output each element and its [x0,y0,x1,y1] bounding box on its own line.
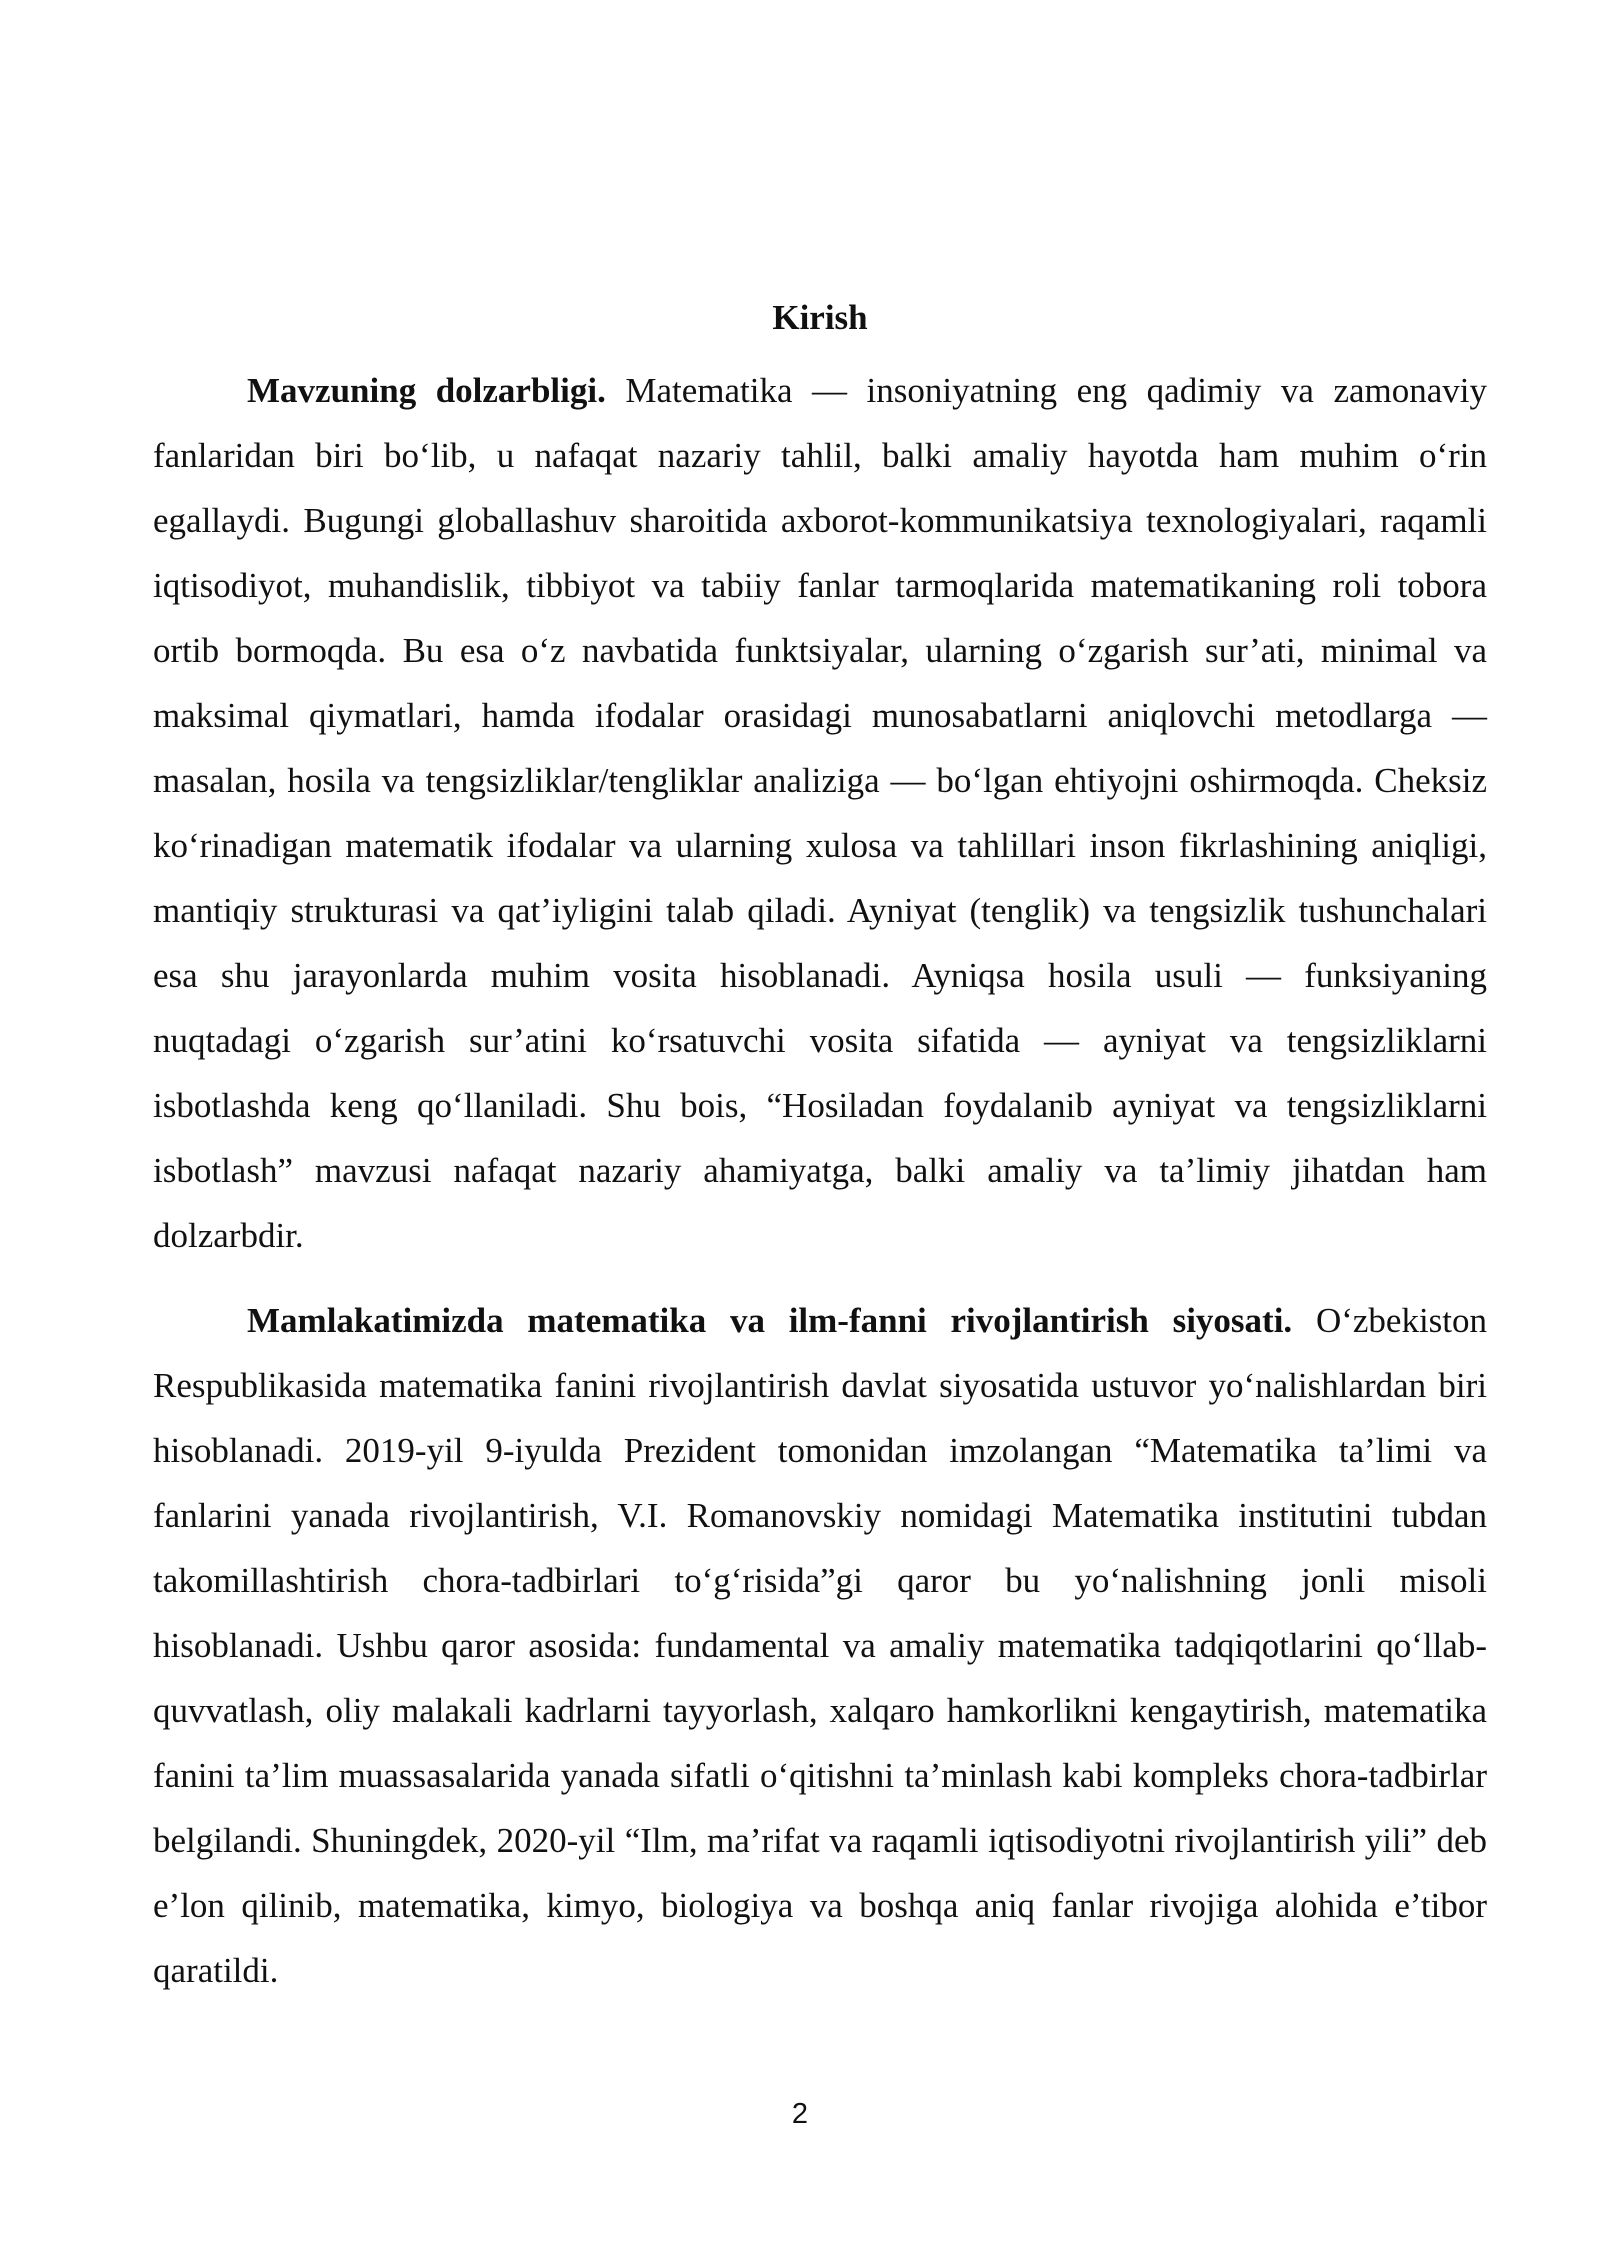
paragraph-lead: Mamlakatimizda matematika va ilm-fanni rivojlantirish siyosati. [247,1301,1293,1340]
paragraph-state-policy [153,1288,1487,2003]
paragraph-lead: Mavzuning dolzarbligi. [247,371,606,410]
paragraph-body: Matematika — insoniyatning eng qadimiy va zamonaviy fanlaridan biri bo‘lib, u nafaqat nazariy tahlil, balki amaliy hayotda ham muhim o‘rin egallaydi. Bugungi globallashuv sharoitida axborot-kommunikatsiya texnologiyalari, raqamli iqtisodiyot, muhandislik, tibbiyot va tabiiy fanlar tarmoqlarida matematikaning roli tobora ortib bormoqda. Bu esa o‘z navbatida funktsiyalar, ularning o‘zgarish sur’ati, minimal va maksimal qiymatlari, hamda ifodalar orasidagi munosabatlarni aniqlovchi metodlarga — masalan, hosila va tengsizliklar/tengliklar analiziga — bo‘lgan ehtiyojni oshirmoqda. Cheksiz ko‘rinadigan matematik ifodalar va ularning xulosa va tahlillari inson fikrlashining aniqligi, mantiqiy strukturasi va qat’iyligini talab qiladi. Ayniyat (tenglik) va tengsizlik tushunchalari esa shu jarayonlarda muhim vosita hisoblanadi. Ayniqsa hosila usuli — funksiyaning nuqtadagi o‘zgarish sur’atini ko‘rsatuvchi vosita sifatida — ayniyat va tengsizliklarni isbotlashda keng qo‘llaniladi. Shu bois, “Hosiladan foydalanib ayniyat va tengsizliklarni isbotlash” mavzusi nafaqat nazariy ahamiyatga, balki amaliy va ta’limiy jihatdan ham dolzarbdir. [153,371,1487,1255]
section-heading: Kirish [772,298,868,337]
page-content [153,293,1487,2003]
paragraph-relevance [153,358,1487,1268]
page-number: 2 [791,2098,809,2130]
paragraph-body: O‘zbekiston Respublikasida matematika fanini rivojlantirish davlat siyosatida ustuvor yo‘nalishlardan biri hisoblanadi. 2019-yil 9-iyulda Prezident tomonidan imzolangan “Matematika ta’limi va fanlarini yanada rivojlantirish, V.I. Romanovskiy nomidagi Matematika institutini tubdan takomillashtirish chora-tadbirlari to‘g‘risida”gi qaror bu yo‘nalishning jonli misoli hisoblanadi. Ushbu qaror asosida: fundamental va amaliy matematika tadqiqotlarini qo‘llab-quvvatlash, oliy malakali kadrlarni tayyorlash, xalqaro hamkorlikni kengaytirish, matematika fanini ta’lim muassasalarida yanada sifatli o‘qitishni ta’minlash kabi kompleks chora-tadbirlar belgilandi. Shuningdek, 2020-yil “Ilm, ma’rifat va raqamli iqtisodiyotni rivojlantirish yili” deb e’lon qilinib, matematika, kimyo, biologiya va boshqa aniq fanlar rivojiga alohida e’tibor qaratildi. [153,1301,1488,1990]
